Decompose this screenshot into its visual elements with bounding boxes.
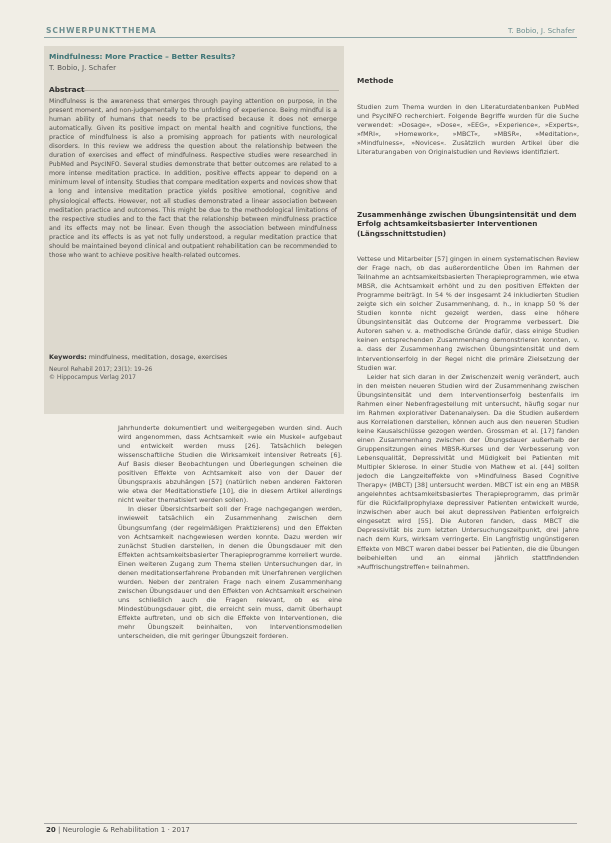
abstract-heading [49, 77, 339, 94]
section-label: SCHWERPUNKTTHEMA [46, 26, 157, 35]
abstract-heading-label: Abstract [49, 85, 85, 94]
citation-line: Neurol Rehabil 2017; 23(1): 19–26 [49, 366, 153, 373]
right-column-text [357, 255, 579, 572]
copyright-line: © Hippocampus Verlag 2017 [49, 374, 136, 381]
right-paragraph-1: Vettese und Mitarbeiter [57] gingen in einem systematischen Review der Frage nach, ob das außerordentliche Üben im Rahmen der Teilnahme an achtsamkeitsbasierten Therapieprogrammen, wie etwa MBSR, die Achtsamkeit erhöht und zu den positiven Effekten der Programme beiträgt. In 54 % der insgesamt 24 inkludierten Studien zeigte sich ein solcher Zusammenhang, d. h., in knapp 50 % der Studien konnte nicht gezeigt werden, dass eine höhere Übungsintensität das Outcome der Programme verbessert. Die Autoren sahen v. a. methodische Gründe dafür, dass einige Studien keinen entsprechenden Zusammenhang demonstrieren konnten, v. a. dass der Zusammenhang zwischen Übungsintensität und dem Interventionserfolg in der Regel nicht die primäre Zielsetzung der Studien war. [357, 255, 579, 372]
footer-rule [44, 823, 577, 824]
abstract-authors: T. Bobio, J. Schafer [49, 63, 117, 72]
abstract-citation [49, 366, 152, 382]
section-heading: Zusammenhänge zwischen Übungsintensität und dem Erfolg achtsamkeitsbasierter Interventionen (Längsschnittstudien) [357, 210, 577, 238]
header-rule [44, 37, 577, 38]
methods-heading: Methode [357, 76, 394, 85]
footer-separator: | [57, 826, 63, 834]
abstract-text: Mindfulness is the awareness that emerges through paying attention on purpose, in the present moment, and non-judgementally to the unfolding of experience. Being mindful is a human ability of humans that needs to be practised because it does not emerge automatically. Given its positive impact on mental health and cognitive functions, the practice of mindfulness is also a promising approach for patients with neurological disorders. In this review we address the question about the relationship between the duration of exercises and effect of mindfulness. Respective studies were researched in PubMed and PsycINFO. Several studies demonstrate that better outcomes are related to a more intense meditation practice. In addition, positive effects appear to depend on a minimum level of intensity. Studies that compare meditation experts and novices show that a long and intensive meditation practice yields positive emotional, cognitive and physiological effects. However, not all studies demonstrated a linear association between meditation practice and outcomes. This might be due to the methodological limitations of the respective studies and to the fact that the relationship between mindfulness practice and its effects may not be linear. Even though the association between mindfulness practice and its effects is as yet not fully understood, a regular meditation practice that should be maintained beyond clinical and outpatient rehabilitation can be recommended to those who want to achieve positive health-related outcomes. [49, 98, 337, 259]
left-paragraph-2: In dieser Übersichtsarbeit soll der Frage nachgegangen werden, inwieweit tatsächlich ein Zusammenhang zwischen dem Übungsumfang (der regelmäßigen Praktizierens) und den Effekten von Achtsamkeit nachgewiesen werden konnte. Dazu werden wir zunächst Studien darstellen, in denen die Übungsdauer mit den Effekten achtsamkeitsbasierter Therapieprogramme korreliert wurde. Einen weiteren Zugang zum Thema stellen Untersuchungen dar, in denen meditationserfahrene Probanden mit Unerfahrenen verglichen wurden. Neben der zentralen Frage nach einem Zusammenhang zwischen Übungsdauer und den Effekten von Achtsamkeit erscheinen uns schließlich auch die Fragen relevant, ob es eine Mindestübungsdauer gibt, die erreicht sein muss, damit überhaupt Effekte auftreten, und ob sich die Effekte von Interventionen, die mehr Übungszeit beinhalten, von Interventionsmodellen unterscheiden, die mit geringer Übungszeit forderen. [118, 505, 342, 641]
left-column-text [118, 424, 342, 641]
header-authors: T. Bobio, J. Schafer [507, 26, 575, 35]
keywords-label: Keywords: [49, 353, 87, 361]
abstract-title: Mindfulness: More Practice – Better Results? [49, 52, 236, 61]
right-paragraph-2: Leider hat sich daran in der Zwischenzeit wenig verändert, auch in den meisten neueren Studien wird der Zusammenhang zwischen Übungsintensität und dem Interventionserfolg bestenfalls im Rahmen einer Nebenfragestellung mit untersucht, häufig sogar nur im Rahmen explorativer Datenanalysen. Da die Studien außerdem aus Korrelationen darstellen, können auch aus den neueren Studien keine Kausalschlüsse gezogen werden. Grossman et al. [17] fanden einen Zusammenhang zwischen der Übungsdauer außerhalb der Gruppensitzungen eines MBSR-Kurses und der Verbesserung von Lebensqualität, Depressivität und Müdigkeit bei Patienten mit Multipler Sklerose. In einer Studie von Mathew et al. [44] sollten jedoch die Langzeiteffekte von »Mindfulness Based Cognitive Therapy« (MBCT) [38] untersucht werden. MBCT ist ein eng an MBSR angelehntes achtsamkeitsbasiertes Therapieprogramm, das primär für die Rückfallprophylaxe depressiver Patienten entwickelt wurde, inzwischen aber auch bei akut depressiven Patienten erfolgreich eingesetzt wird [55]. Die Autoren fanden, dass MBCT die Depressivität bis zum letzten Untersuchungszeitpunkt, drei Jahre nach dem Kurs, wirksam verringerte. Ein Langfristig ungünstigeren Effekte von MBCT waren dabei besser bei Patienten, die die Übungen beibehielten und an einmal jährlich stattfindenden »Auffrischungstreffen« teilnahmen. [357, 372, 579, 571]
left-paragraph-1: Jahrhunderte dokumentiert und weitergegeben wurden sind. Auch wird angenommen, dass Achtsamkeit »wie ein Muskel« aufgebaut und entwickelt werden muss [26]. Tatsächlich belegen wissenschaftliche Studien die Wirksamkeit intensiver Retreats [6]. Auf Basis dieser Beobachtungen und Überlegungen scheinen die positiven Effekte von Achtsamkeit also von der Dauer der Übungspraxis abzuhängen [57] (natürlich neben anderen Faktoren wie etwa der Meditationstiefe [10], die in diesem Artikel allerdings nicht weiter thematisiert werden sollen). [118, 424, 342, 505]
methods-text: Studien zum Thema wurden in den Literaturdatenbanken PubMed und PsycINFO recherchiert. Folgende Begriffe wurden für die Suche verwendet: »Dosage«, »Dose«, »EEG«, »Experience«, »Experts«, »fMRI«, »Homework«, »MBCT«, »MBSR«, »Meditation«, »Mindfulness«, »Novices«. Zusätzlich wurden Artikel über die Literaturangaben von Originalstudien und Reviews identifiziert. [357, 103, 579, 157]
page-number: 20 [46, 826, 56, 834]
abstract-keywords [49, 353, 339, 362]
journal-name: Neurologie & Rehabilitation 1 · 2017 [62, 826, 190, 834]
keywords-value: mindfulness, meditation, dosage, exercises [88, 353, 228, 361]
page-footer [46, 826, 190, 834]
